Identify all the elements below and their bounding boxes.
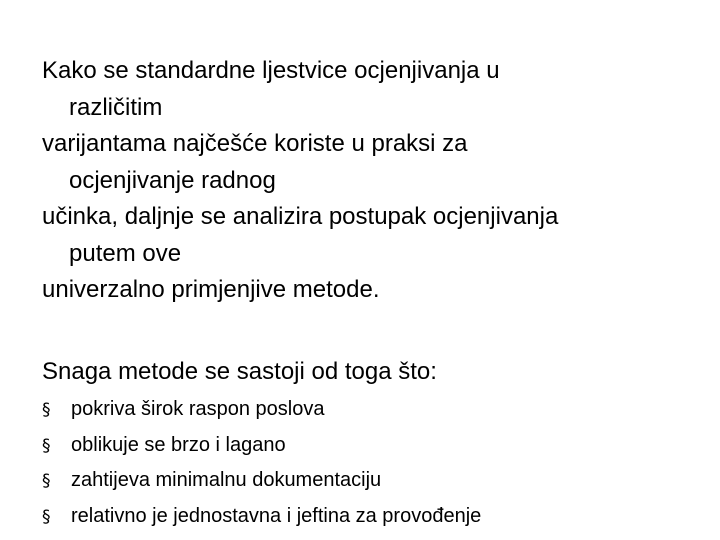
list-item — [42, 428, 702, 464]
paragraph-line: putem ove — [69, 239, 182, 267]
bullet-marker-icon: § — [42, 471, 51, 491]
paragraph-line: univerzalno primjenjive metode. — [42, 276, 380, 303]
paragraph-line: učinka, daljnje se analizira postupak ocjenjivanja — [42, 203, 559, 230]
strengths-heading: Snaga metode se sastoji od toga što: — [42, 358, 437, 385]
strengths-list — [42, 392, 702, 534]
list-item-text: oblikuje se brzo i lagano — [71, 433, 286, 456]
bullet-marker-icon: § — [42, 400, 51, 420]
list-item — [42, 463, 702, 499]
list-item-text: pokriva širok raspon poslova — [71, 398, 325, 420]
paragraph-line: Kako se standardne ljestvice ocjenjivanja u — [42, 57, 500, 84]
list-item-text: relativno je jednostavna i jeftina za provođenje — [71, 504, 482, 527]
paragraph-line: ocjenjivanje radnog — [69, 166, 276, 194]
intro-paragraph — [42, 53, 682, 309]
list-item-text: zahtijeva minimalnu dokumentaciju — [71, 469, 382, 491]
paragraph-line: različitim — [69, 93, 163, 121]
bullet-marker-icon: § — [42, 506, 51, 527]
paragraph-line: varijantama najčešće koriste u praksi za — [42, 130, 468, 157]
bullet-marker-icon: § — [42, 435, 51, 456]
list-item — [42, 499, 702, 535]
list-item — [42, 392, 702, 428]
